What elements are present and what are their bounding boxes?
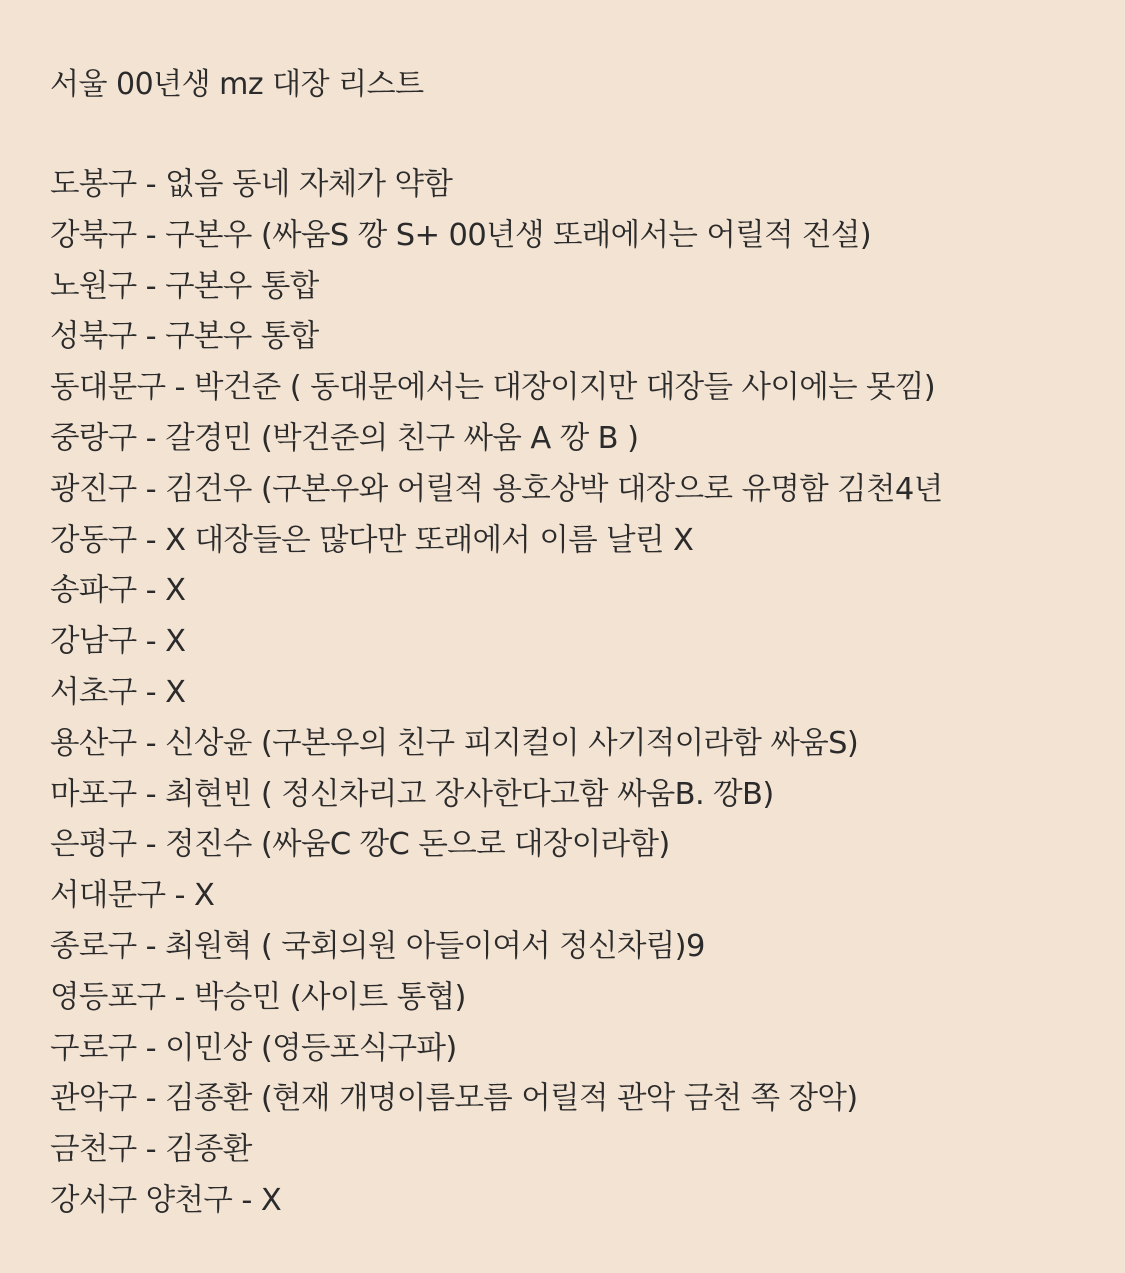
note-title: 서울 00년생 mz 대장 리스트 [50,67,424,102]
list-item: 성북구 - 구본우 통합 [50,319,319,355]
list-item: 강서구 양천구 - X [50,1182,282,1218]
list-item: 노원구 - 구본우 통합 [50,268,319,304]
list-item: 용산구 - 신상윤 (구본우의 친구 피지컬이 사기적이라함 싸움S) [50,725,859,761]
list-item: 금천구 - 김종환 [50,1132,252,1168]
list-item: 강남구 - X [50,624,186,660]
list-item: 강동구 - X 대장들은 많다만 또래에서 이름 날린 X [50,522,694,558]
list-item: 광진구 - 김건우 (구본우와 어릴적 용호상박 대장으로 유명함 김천4년 [50,471,943,507]
list-item: 서초구 - X [50,674,186,710]
list-item: 강북구 - 구본우 (싸움S 깡 S+ 00년생 또래에서는 어릴적 전설) [50,217,872,253]
list-item: 송파구 - X [50,573,186,609]
list-item: 은평구 - 정진수 (싸움C 깡C 돈으로 대장이라함) [50,827,670,863]
list-item: 중랑구 - 갈경민 (박건준의 친구 싸움 A 깡 B ) [50,420,639,456]
list-item: 종로구 - 최원혁 ( 국회의원 아들이여서 정신차림)9 [50,928,705,964]
list-item: 동대문구 - 박건준 ( 동대문에서는 대장이지만 대장들 사이에는 못낌) [50,370,936,406]
list-item: 도봉구 - 없음 동네 자체가 약함 [50,167,453,202]
list-item: 영등포구 - 박승민 (사이트 통협) [50,979,466,1015]
list-item: 구로구 - 이민상 (영등포식구파) [50,1030,457,1066]
district-list [50,160,1097,1227]
list-item: 마포구 - 최현빈 ( 정신차리고 장사한다고함 싸움B. 깡B) [50,776,774,812]
list-item: 서대문구 - X [50,878,215,914]
list-item: 관악구 - 김종환 (현재 개명이름모름 어릴적 관악 금천 쪽 장악) [50,1081,858,1117]
